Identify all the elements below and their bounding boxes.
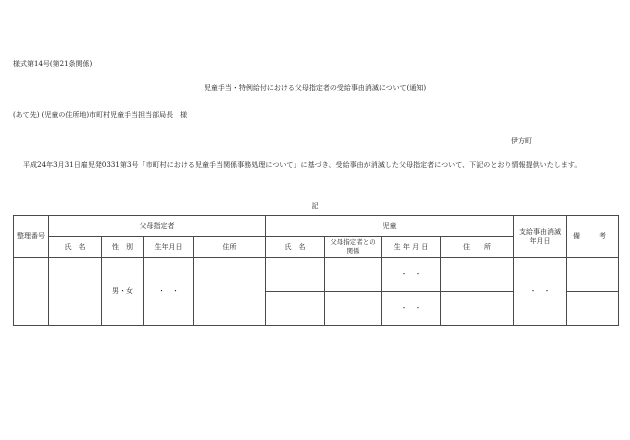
cell-child2-address[interactable]	[441, 292, 514, 326]
cell-child1-dob[interactable]: ・ ・	[382, 258, 441, 292]
header-parent-dob: 生年月日	[144, 237, 194, 258]
cell-child1-address[interactable]	[441, 258, 514, 292]
header-seiri-bango: 整理番号	[14, 216, 49, 258]
cell-shokyu-jiyu[interactable]: ・ ・	[514, 258, 567, 326]
header-biko: 備 考	[567, 216, 619, 258]
cell-biko-1[interactable]	[567, 258, 619, 292]
addressee: (あて先) (児童の住所地)市町村児童手当担当部局長 様	[13, 111, 188, 119]
cell-seiri-bango[interactable]	[14, 258, 49, 326]
header-parent-address: 住所	[194, 237, 266, 258]
cell-child2-name[interactable]	[266, 292, 325, 326]
info-table	[13, 215, 619, 326]
cell-parent-sex[interactable]: 男・女	[102, 258, 144, 326]
ki-heading: 記	[311, 202, 319, 210]
cell-child2-dob[interactable]: ・ ・	[382, 292, 441, 326]
body-paragraph: 平成24年3月31日雇児発0331第3号「市町村における児童手当関係事務処理について」に基づき、受給事由が消滅した父母指定者について、下記のとおり情報提供いたします。	[23, 161, 582, 169]
cell-child1-relation[interactable]	[325, 258, 382, 292]
sender-municipality: 伊方町	[511, 137, 532, 145]
document-title: 児童手当・特例給付における父母指定者の受給事由消滅について(通知)	[203, 84, 427, 92]
cell-parent-dob[interactable]: ・ ・	[144, 258, 194, 326]
header-fubo-shiteisha: 父母指定者	[49, 216, 266, 237]
form-number: 様式第14号(第21条関係)	[13, 60, 93, 68]
cell-child2-relation[interactable]	[325, 292, 382, 326]
cell-parent-name[interactable]	[49, 258, 102, 326]
header-parent-sex: 性 別	[102, 237, 144, 258]
header-child-dob: 生 年 月 日	[382, 237, 441, 258]
cell-parent-address[interactable]	[194, 258, 266, 326]
header-child-name: 氏 名	[266, 237, 325, 258]
header-parent-name: 氏 名	[49, 237, 102, 258]
header-jido: 児童	[266, 216, 514, 237]
header-shokyu-jiyu: 支給事由消滅年月日	[514, 216, 567, 258]
header-child-address: 住 所	[441, 237, 514, 258]
cell-biko-2[interactable]	[567, 292, 619, 326]
header-child-relation: 父母指定者との関係	[325, 237, 382, 258]
cell-child1-name[interactable]	[266, 258, 325, 292]
